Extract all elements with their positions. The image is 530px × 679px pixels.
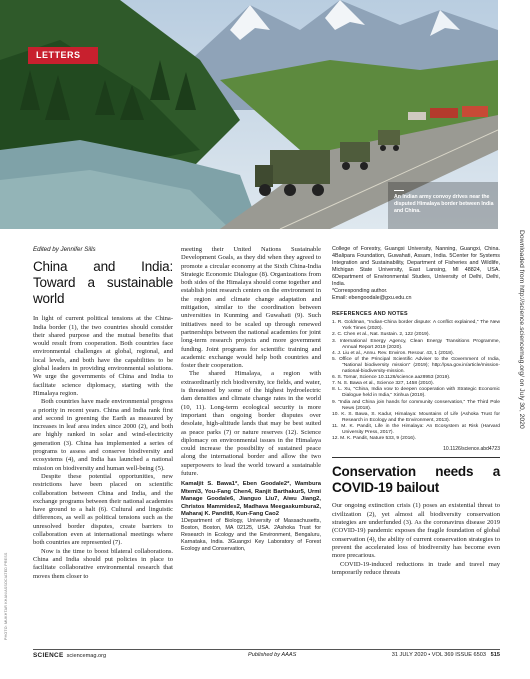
edited-by: Edited by Jennifer Sills bbox=[33, 246, 96, 253]
reference-item: 12. M. K. Pandit, Nature 533, 9 (2016). bbox=[332, 436, 417, 442]
download-note-text: Downloaded from http://science.sciencemag.org/ on July 30, 2020 bbox=[518, 230, 525, 429]
column-2 bbox=[181, 246, 321, 553]
doi[interactable]: 10.1126/science.abd4723 bbox=[443, 446, 500, 453]
download-note bbox=[515, 230, 525, 560]
publisher: Published by AAAS bbox=[248, 652, 297, 658]
page-number: 515 bbox=[490, 652, 500, 658]
reference-item: 9. "India and China join hands for community conservation," The Third Pole News (2018). bbox=[332, 399, 500, 411]
paragraph: COVID-19-induced reductions in trade and travel may temporarily reduce threats bbox=[332, 560, 500, 576]
reference-item: 6. S. Tomar, Science 10.1126/science.aaz8953 (2019). bbox=[332, 375, 451, 381]
second-article-title: Conservation needs a COVID-19 bailout bbox=[332, 464, 500, 496]
caption-dash bbox=[394, 190, 404, 191]
references-heading: REFERENCES AND NOTES bbox=[332, 311, 408, 317]
reference-item: 11. M. K. Pandit, Life in the Himalaya: An Ecosystem at Risk (Harvard University Press, 2017). bbox=[332, 423, 500, 435]
reference-item: 8. L. Xu, "China, India vow to deepen cooperation with Strategic Economic Dialogue held in India," Xinhua (2019). bbox=[332, 387, 500, 399]
reference-item: 5. Office of the Principal Scientific Adviser to the Government of India, "National biodiversity mission" (2019); http://psa.gov.in/article/mission-national-biodiversity-mission. bbox=[332, 356, 500, 375]
paragraph: Now is the time to boost bilateral collaborations. China and India should put policies in place to facilitate collaborative environmental research that moves them closer to bbox=[33, 547, 173, 580]
journal-name: SCIENCE bbox=[33, 652, 64, 659]
email[interactable]: Email: ebengoodale@gxu.edu.cn bbox=[332, 295, 412, 301]
reference-item: 2. C. Chen et al., Nat. Sustain. 2, 122 (2019). bbox=[332, 332, 430, 338]
photo-credit bbox=[4, 520, 12, 640]
article-title: China and India: Toward a sustainable world bbox=[33, 259, 173, 307]
caption-text: An Indian army convoy drives near the disputed Himalaya border between India and China. bbox=[394, 194, 494, 214]
paragraph: Both countries have made environmental progress a priority in recent years. China and India rank first and second in greening the Earth as measured by increases in leaf area index since 2000 (2), and both are highly ranked in solar and wind-electricity generation (3). China has implemented a series of programs to assess and conserve biodiversity and ecosystems (4), and India has launched a national mission on biodiversity and human well-being (5). bbox=[33, 398, 173, 472]
paragraph: Our ongoing extinction crisis (1) poses an existential threat to civilization (2), yet almost all biodiversity conservation strategies are underfunded (3). As the coronavirus disease 2019 (COVID-19) pandemic exposes the fragile foundation of global conservation (4), the ability of current conservation strategies to prevent the accelerated loss of biodiversity has become even more precarious. bbox=[332, 502, 500, 560]
affiliations-continued: College of Forestry, Guangxi University, Nanning, Guangxi, China. 4Balipara Foundation, Guwahati, Assam, India. 5Center for Systems Integration and Sustainability, Department of Fisheries and Wildlife, Michigan State University, East Lansing, MI 48824, USA. 6Department of Environmental Studies, University of Delhi, Delhi, India. bbox=[332, 246, 500, 287]
reference-list bbox=[332, 320, 500, 442]
column-3 bbox=[332, 246, 500, 577]
reference-item: 4. J. Liu et al., Annu. Rev. Environ. Resour. 43, 1 (2018). bbox=[332, 350, 454, 356]
paragraph: The shared Himalaya, a region with extraordinarily rich biodiversity, ice fields, and water, is threatened by some of the highest hydroelectric dam densities and climate change rates in the world (10, 11). Long-term ecological security is more important than ongoing border disputes over desolate, high-altitude lands that may be best suited as peace parks (7) or nature reserves (12). Science diplomacy on environmental issues in the Himalaya could increase the possibility of sustained peace along the international border and allow the two superpowers to lead the world toward a sustainable future. bbox=[181, 370, 321, 478]
photo-caption bbox=[394, 190, 494, 215]
section-label: LETTERS bbox=[28, 47, 98, 64]
paragraph: meeting their United Nations Sustainable Development Goals, as they did when they agreed to promote a circular economy at the Sixth China-India Strategic Economic Dialogue (8). Organizations from both sides of the Himalaya should come together and establish joint research centers on the environment in the region and climate change adaptation and mitigation, similar to the coordination between universities in Kunming and Guwahati (9). Such initiatives need to be scaled up through renewed partnerships between the national academies for joint long-term research projects and more government funding. Joint programs for scientific training and academic exchange would help both countries and foster their cooperation. bbox=[181, 246, 321, 370]
issue-info: 31 JULY 2020 • VOL 369 ISSUE 6503 bbox=[391, 652, 486, 658]
paragraph: In light of current political tensions at the China-India border (1), the two countries should consider their shared purpose and the mutual benefits that would result from cooperation. Both countries face environmental challenges at global, regional, and local levels, and both have the capabilities to be global leaders in providing environmental solutions. We urge the governments of China and India to facilitate science diplomacy, starting with the Himalaya region. bbox=[33, 315, 173, 397]
journal-site[interactable]: sciencemag.org bbox=[66, 653, 107, 659]
reference-item: 3. International Energy Agency, Clean Energy Transitions Programme, Annual Report 2019 (2020). bbox=[332, 338, 500, 350]
affiliations: 1Department of Biology, University of Massachusetts, Boston, Boston, MA 02125, USA. 2Ashoka Trust for Research in Ecology and the Environment, Bengaluru, Karnataka, India. 3Guangxi Key Laboratory of Forest Ecology and Conservation, bbox=[181, 518, 321, 553]
footer-left bbox=[33, 652, 106, 659]
page-footer bbox=[33, 652, 500, 662]
corresponding-note: *Corresponding author. bbox=[332, 288, 388, 294]
footer-rule bbox=[33, 649, 500, 650]
reference-item: 1. R. Goldman, "Indian-China border dispute: A conflict explained," The New York Times (2020). bbox=[332, 320, 500, 332]
reference-item: 10. K. S. Bawa, S. Kadur, Himalaya: Mountains of Life (Ashoka Trust for Research in Ecology and the Environment, 2013). bbox=[332, 411, 500, 423]
author-list: Kamaljit S. Bawa1*, Eben Goodale2*, Wambura Mtemi3, You-Fang Chen4, Ranjit Barthakur5, Urmi Manage Goodale6, Jianguo Liu7, Aiwu Jiang2, Christos Mammides2, Madhava Meegaskumbura2, Maharaj K. Pandit8, Kun-Fang Cao2 bbox=[181, 481, 321, 517]
column-1 bbox=[33, 246, 173, 581]
paragraph: Despite these potential opportunities, new restrictions have been placed on scientific collaboration between China and India, and the exchange programs between their national academies have ground to a halt (6). Cultural and linguistic differences, as well as political tensions such as the unresolved border disputes, create barriers to collaboration even at international meetings where both countries are represented (7). bbox=[33, 472, 173, 547]
section-divider bbox=[332, 457, 500, 458]
reference-item: 7. N. S. Bawa et al., Science 327, 1458 (2010). bbox=[332, 381, 434, 387]
footer-right bbox=[392, 652, 500, 658]
photo-credit-text: PHOTO: MUKHTAR KHAN/ASSOCIATED PRESS bbox=[4, 552, 8, 640]
